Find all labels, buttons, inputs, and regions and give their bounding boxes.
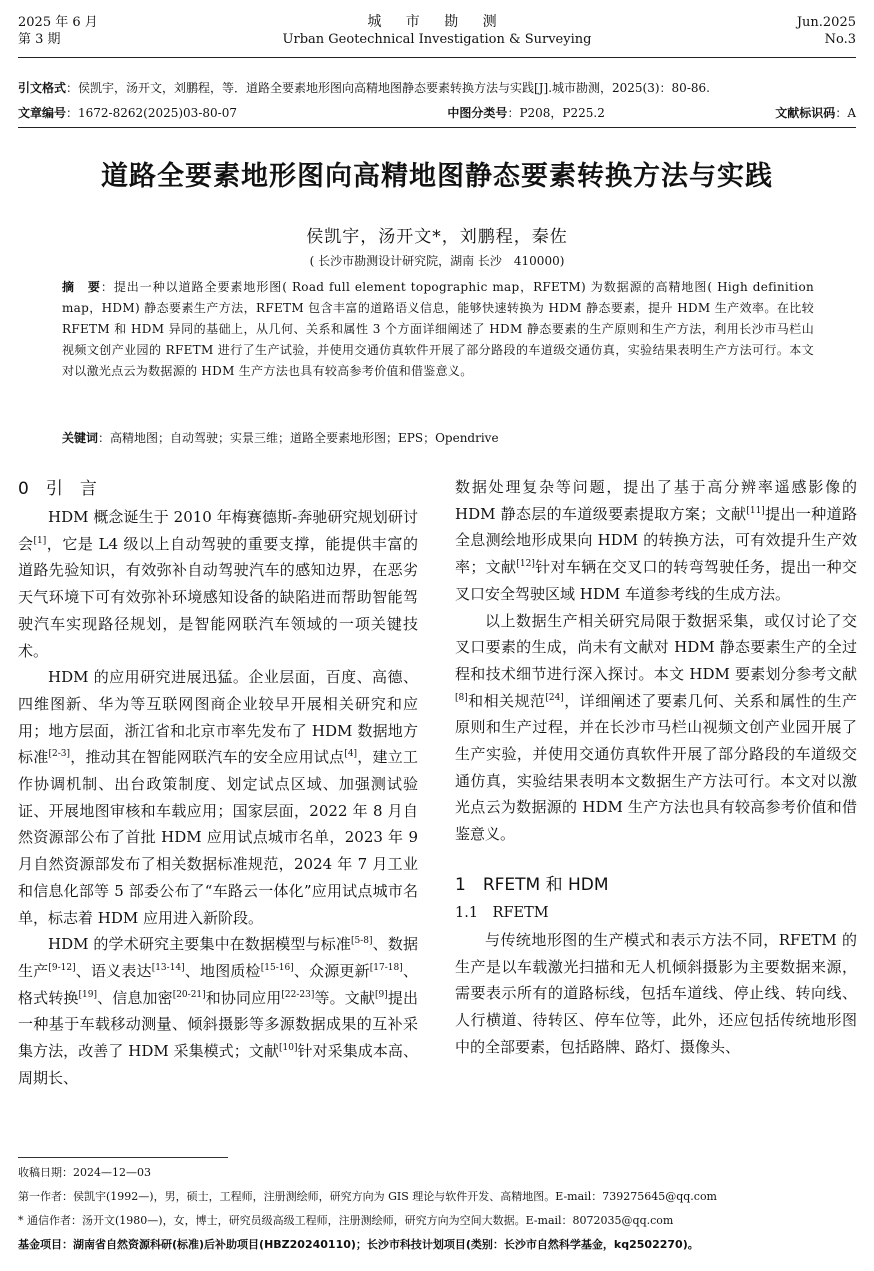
issue-number: 第 3 期 — [18, 32, 61, 47]
issue-info-en — [797, 14, 856, 48]
document-code — [775, 104, 856, 122]
corresponding-author-note: * 通信作者：汤开文(1980—)，女，博士，研究员级高级工程师，注册测绘师，研究方向为空间大数据。E-mail：8072035@qq.com — [18, 1214, 674, 1227]
abstract-text: ：提出一种以道路全要素地形图( Road full element topographic map，RFETM) 为数据源的高精地图( High definition map，HDM) 静态要素生产方法，RFETM 包含丰富的道路语义信息，能够快速转换为 HDM 静态要素，提升 HDM 生产效率。在比较 RFETM 和 HDM 异同的基础上，从几何、关系和属性 3 个方面详细阐述了 HDM 静态要素的生产原则和生产方法，利用长沙市马栏山视频文创产业园的 RFETM 进行了生产试验，并使用交通仿真软件开展了部分路段的车道级交通仿真，实验结果表明生产方法可行。本文对以激光点云为数据源的 HDM 生产方法也具有较高参考价值和借鉴意义。 — [62, 280, 814, 378]
citation-text: ：侯凯宇，汤开文，刘鹏程，等．道路全要素地形图向高精地图静态要素转换方法与实践[J].城市勘测，2025(3)：80-86. — [66, 81, 710, 95]
paragraph: 以上数据生产相关研究局限于数据采集，或仅讨论了交叉口要素的生成，尚未有文献对 HDM 静态要素生产的全过程和技术细节进行深入探讨。本文 HDM 要素划分参考文献[8]和相关规范[24]，详细阐述了要素几何、关系和属性的生产原则和生产过程，并在长沙市马栏山视频文创产业园开展了生产实验，并使用交通仿真软件开展了部分路段的车道级交通仿真，实验结果表明本文数据生产方法可行。本文对以激光点云为数据源的 HDM 生产方法也具有较高参考价值和借鉴意义。 — [455, 611, 857, 844]
first-author-note: 第一作者：侯凯宇(1992—)，男，硕士，工程师，注册测绘师，研究方向为 GIS 理论与软件开发、高精地图。E-mail：739275645@qq.com — [18, 1190, 717, 1203]
paragraph: 与传统地形图的生产模式和表示方法不同，RFETM 的生产是以车载激光扫描和无人机倾斜摄影为主要数据来源，需要表示所有的道路标线，包括车道线、停止线、转向线、人行横道、待转区、停车位等，此外，还应包括传统地形图中的全部要素，包括路牌、路灯、摄像头、 — [455, 930, 857, 1056]
subsection-heading-1-1: 1.1 RFETM — [455, 904, 549, 921]
keywords — [62, 429, 814, 447]
section-heading-1: 1 RFETM 和 HDM — [455, 874, 609, 895]
article-number-value: ：1672-8262(2025)03-80-07 — [66, 106, 237, 120]
abstract-label: 摘 要 — [62, 280, 101, 294]
issue-number-en: No.3 — [824, 32, 856, 47]
journal-name — [0, 14, 874, 48]
keywords-text: ：高精地图；自动驾驶；实景三维；道路全要素地形图；EPS；Opendrive — [98, 431, 499, 445]
clc-number — [447, 104, 604, 122]
fund-label: 基金项目 — [18, 1238, 62, 1251]
keywords-label: 关键词 — [62, 431, 99, 445]
section-heading-intro: 0 引 言 — [18, 479, 97, 499]
body-left-column — [18, 474, 418, 1091]
citation-label: 引文格式 — [18, 81, 67, 95]
citation-line — [18, 79, 856, 97]
header-rule — [18, 57, 856, 58]
journal-name-en: Urban Geotechnical Investigation & Surveying — [282, 32, 592, 47]
abstract — [62, 277, 814, 382]
clc-label: 中图分类号 — [447, 106, 508, 120]
fund-text: ：湖南省自然资源科研(标准)后补助项目(HBZ20240110)；长沙市科技计划项目(类别：长沙市自然科学基金，kq2502270)。 — [62, 1238, 699, 1251]
document-code-value: ：A — [835, 106, 856, 120]
issue-date-en: Jun.2025 — [796, 15, 856, 30]
body-right-column — [455, 474, 857, 1060]
fund-note — [18, 1233, 856, 1257]
paragraph: HDM 的应用研究进展迅猛。企业层面，百度、高德、四维图新、华为等互联网图商企业较早开展相关研究和应用；地方层面，浙江省和北京市率先发布了 HDM 数据地方标准[2-3]，推动其在智能网联汽车的安全应用试点[4]，建立工作协调机制、出台政策制度、划定试点区域、加强测试验证、开展地图审核和车载应用；国家层面，2022 年 8 月自然资源部公布了首批 HDM 应用试点城市名单，2023 年 9 月自然资源部发布了相关数据标准规范，2024 年 7 月工业和信息化部等 5 部委公布了“车路云一体化”应用试点城市名单，标志着 HDM 应用进入新阶段。 — [18, 668, 418, 927]
paper-title: 道路全要素地形图向高精地图静态要素转换方法与实践 — [101, 161, 773, 192]
journal-name-cn: 城 市 勘 测 — [367, 14, 507, 30]
affiliation: ( 长沙市勘测设计研究院，湖南 长沙 410000) — [309, 254, 565, 268]
article-meta-row — [18, 104, 856, 122]
footnotes — [18, 1161, 856, 1257]
author-list: 侯凯宇，汤开文*，刘鹏程，秦佐 — [306, 227, 568, 247]
paragraph: HDM 概念诞生于 2010 年梅赛德斯-奔驰研究规划研讨会[1]，它是 L4 级以上自动驾驶的重要支撑，能提供丰富的道路先验知识，有效弥补自动驾驶汽车的感知边界，在恶劣天气环境下可有效弥补环境感知设备的缺陷进而帮助智能驾驶汽车实现路径规划，是智能网联汽车领域的一项关键技术。 — [18, 508, 418, 660]
paragraph: 数据处理复杂等问题，提出了基于高分辨率遥感影像的 HDM 静态层的车道级要素提取方案；文献[11]提出一种道路全息测绘地形成果向 HDM 的转换方法，可有效提升生产效率；文献[12]针对车辆在交叉口的转弯驾驶任务，提出一种交叉口安全驾驶区域 HDM 车道参考线的生成方法。 — [455, 478, 857, 603]
issue-date: 2025 年 6 月 — [18, 15, 98, 30]
meta-rule — [18, 127, 856, 128]
clc-value: ：P208，P225.2 — [507, 106, 605, 120]
paragraph: HDM 的学术研究主要集中在数据模型与标准[5-8]、数据生产[9-12]、语义表达[13-14]、地图质检[15-16]、众源更新[17-18]、格式转换[19]、信息加密[20-21]和协同应用[22-23]等。文献[9]提出一种基于车载移动测量、倾斜摄影等多源数据成果的互补采集方法，改善了 HDM 采集模式；文献[10]针对采集成本高、周期长、 — [18, 935, 418, 1087]
footnote-rule — [18, 1157, 228, 1158]
article-number — [18, 104, 237, 122]
received-date: 收稿日期：2024—12—03 — [18, 1166, 151, 1179]
document-code-label: 文献标识码 — [775, 106, 836, 120]
article-number-label: 文章编号 — [18, 106, 67, 120]
